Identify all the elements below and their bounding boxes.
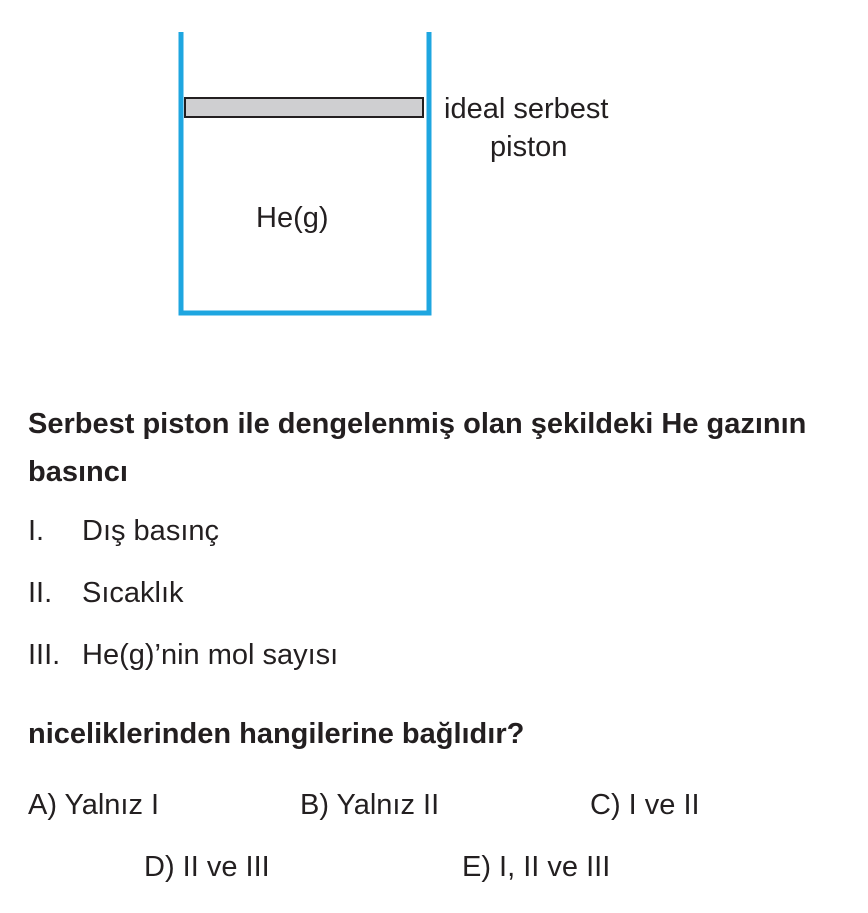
container-diagram <box>0 0 868 330</box>
piston <box>185 98 423 117</box>
option-b[interactable]: B) Yalnız II <box>300 789 440 821</box>
statement-text: Sıcaklık <box>82 577 184 609</box>
question-end: niceliklerinden hangilerine bağlıdır? <box>28 718 525 750</box>
statement-number: I. <box>28 515 45 547</box>
option-d[interactable]: D) II ve III <box>144 851 270 883</box>
piston-label-line2: piston <box>490 131 568 163</box>
statement-2 <box>28 571 184 615</box>
statement-text: He(g)’nin mol sayısı <box>82 639 339 671</box>
gas-label: He(g) <box>256 202 329 234</box>
statement-number: II. <box>28 577 53 609</box>
piston-label-line1: ideal serbest <box>444 93 609 125</box>
question-stem: Serbest piston ile dengelenmiş olan şekildeki He gazının basıncı <box>28 408 807 488</box>
container-walls <box>181 32 429 313</box>
piston-figure <box>0 0 868 330</box>
option-c[interactable]: C) I ve II <box>590 789 700 821</box>
statement-1 <box>28 509 219 553</box>
option-a[interactable]: A) Yalnız I <box>28 789 160 821</box>
statement-text: Dış basınç <box>82 515 219 547</box>
statement-number: III. <box>28 639 61 671</box>
statement-3 <box>28 633 338 677</box>
option-e[interactable]: E) I, II ve III <box>462 851 611 883</box>
